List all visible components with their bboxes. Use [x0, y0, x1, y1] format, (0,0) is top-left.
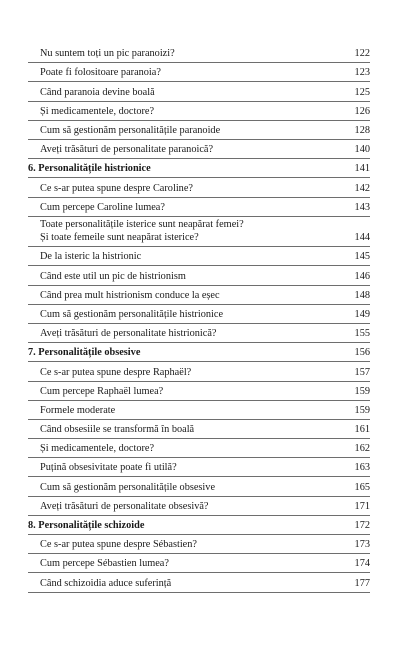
toc-chapter-row — [28, 159, 370, 178]
toc-chapter-title: 8. Personalitățile schizoide — [28, 520, 145, 531]
toc-page-number: 163 — [354, 462, 370, 474]
toc-entry-title: Aveți trăsături de personalitate histrionică? — [40, 328, 217, 340]
toc-page-number: 140 — [354, 144, 370, 156]
toc-page-number: 144 — [354, 232, 370, 244]
toc-entry-row — [28, 554, 370, 573]
toc-page-number: 174 — [354, 558, 370, 570]
toc-page-number: 173 — [354, 539, 370, 551]
toc-entry-row — [28, 198, 370, 217]
toc-entry-title: Formele moderate — [40, 404, 116, 416]
toc-entry-row — [28, 178, 370, 197]
toc-entry-row — [28, 324, 370, 343]
toc-page-number: 161 — [354, 424, 370, 436]
toc-page-number: 159 — [354, 385, 370, 397]
toc-entry-title: Când este util un pic de histrionism — [40, 270, 186, 282]
toc-page-number: 159 — [354, 404, 370, 416]
toc-entry-title: Cum să gestionăm personalitățile histrionice — [40, 308, 224, 320]
toc-entry-title: Când paranoia devine boală — [40, 86, 155, 98]
toc-entry-title: Aveți trăsături de personalitate obsesivă? — [40, 500, 209, 512]
toc-page-number: 122 — [354, 48, 370, 60]
toc-page-number: 156 — [354, 347, 370, 359]
toc-entry-row — [28, 573, 370, 592]
toc-page-number: 165 — [354, 481, 370, 493]
toc-entry-row — [28, 477, 370, 496]
toc-entry-row — [28, 401, 370, 420]
toc-entry-title: Puțină obsesivitate poate fi utilă? — [40, 462, 177, 474]
toc-page-number: 172 — [354, 520, 370, 531]
toc-chapter-row — [28, 516, 370, 535]
toc-entry-title: De la isteric la histrionic — [40, 251, 142, 263]
toc-entry-row — [28, 63, 370, 82]
toc-entry-row — [28, 420, 370, 439]
toc-entry-title: Ce s-ar putea spune despre Caroline? — [40, 182, 193, 194]
toc-page-number: 177 — [354, 577, 370, 589]
toc-entry-title: Și medicamentele, doctore? — [40, 443, 155, 455]
toc-chapter-row — [28, 343, 370, 362]
toc-entry-row — [28, 247, 370, 266]
toc-entry-title: Cum percepe Caroline lumea? — [40, 201, 165, 213]
toc-entry-row — [28, 439, 370, 458]
toc-entry-title: Aveți trăsături de personalitate paranoică? — [40, 144, 214, 156]
toc-entry-row — [28, 458, 370, 477]
toc-entry-title: Cum să gestionăm personalitățile paranoide — [40, 124, 221, 136]
toc-chapter-title: 6. Personalitățile histrionice — [28, 163, 151, 175]
toc-entry-title: Toate personalitățile isterice sunt neapărat femei? Și toate femeile sunt neapărat isterice? — [40, 219, 244, 244]
toc-page-number: 171 — [354, 500, 370, 512]
toc-entry-title: Ce s-ar putea spune despre Sébastien? — [40, 539, 197, 551]
toc-entry-row — [28, 121, 370, 140]
toc-entry-title: Nu suntem toți un pic paranoizi? — [40, 48, 175, 60]
toc-page-number: 146 — [354, 270, 370, 282]
toc-page-number: 148 — [354, 289, 370, 301]
toc-entry-row — [28, 286, 370, 305]
toc-page-number: 155 — [354, 328, 370, 340]
toc-entry-row — [28, 82, 370, 101]
toc-entry-row — [28, 266, 370, 285]
toc-entry-title: Cum percepe Raphaël lumea? — [40, 385, 164, 397]
toc-entry-title: Poate fi folositoare paranoia? — [40, 67, 161, 79]
toc-page-number: 157 — [354, 366, 370, 378]
toc-entry-row — [28, 217, 370, 248]
toc-entry-row — [28, 497, 370, 516]
toc-entry-row — [28, 382, 370, 401]
toc-entry-row — [28, 44, 370, 63]
toc-entry-title: Cum percepe Sébastien lumea? — [40, 558, 169, 570]
toc-entry-title: Și medicamentele, doctore? — [40, 105, 155, 117]
toc-page-number: 126 — [354, 105, 370, 117]
toc-page-number: 128 — [354, 124, 370, 136]
toc-page-number: 143 — [354, 201, 370, 213]
toc-entry-row — [28, 140, 370, 159]
toc-entry-title: Când schizoidia aduce suferință — [40, 577, 172, 589]
toc-page-number: 149 — [354, 308, 370, 320]
toc-page-number: 142 — [354, 182, 370, 194]
toc-entry-row — [28, 362, 370, 381]
toc-entry-title: Cum să gestionăm personalitățile obsesive — [40, 481, 216, 493]
toc-entry-title: Când prea mult histrionism conduce la eșec — [40, 289, 220, 301]
toc-entry-row — [28, 102, 370, 121]
toc-page-number: 145 — [354, 251, 370, 263]
toc-entry-title: Când obsesiile se transformă în boală — [40, 424, 195, 436]
table-of-contents — [28, 44, 370, 593]
toc-page-number: 141 — [354, 163, 370, 175]
toc-entry-row — [28, 305, 370, 324]
toc-entry-row — [28, 535, 370, 554]
toc-chapter-title: 7. Personalitățile obsesive — [28, 347, 141, 359]
toc-entry-title: Ce s-ar putea spune despre Raphaël? — [40, 366, 192, 378]
toc-page-number: 125 — [354, 86, 370, 98]
toc-page-number: 123 — [354, 67, 370, 79]
toc-page-number: 162 — [354, 443, 370, 455]
